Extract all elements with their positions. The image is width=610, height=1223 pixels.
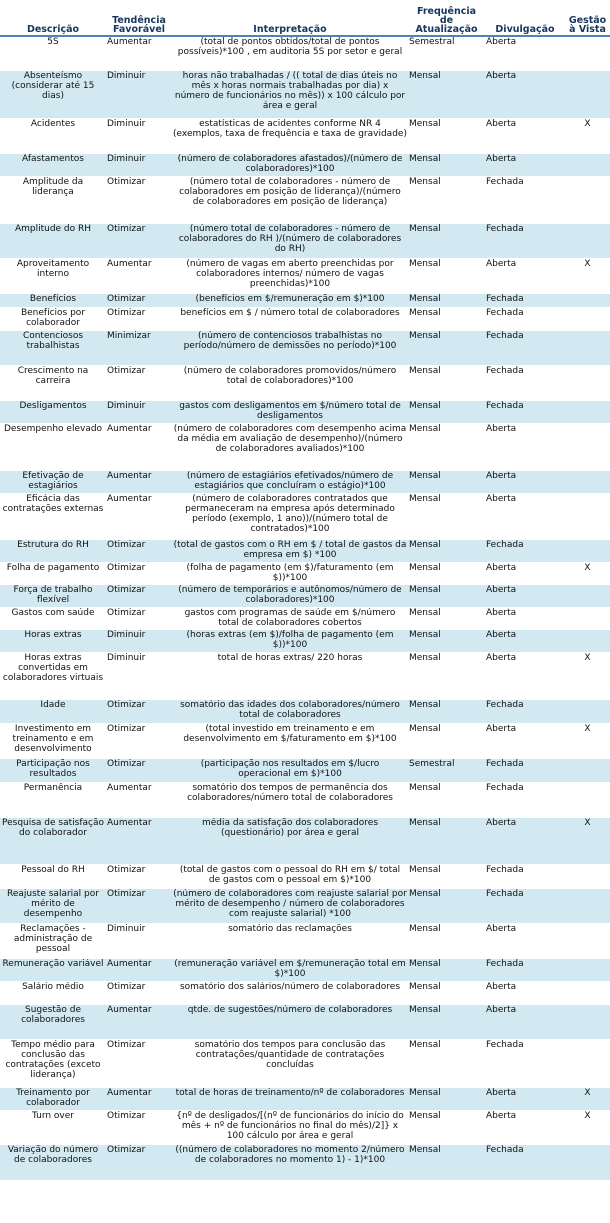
- trend-cell: Aumentar: [106, 493, 172, 539]
- disclosure-cell: Aberta: [485, 258, 565, 293]
- frequency-cell: Mensal: [408, 223, 485, 258]
- disclosure-cell: Fechada: [485, 223, 565, 258]
- trend-cell: Otimizar: [106, 758, 172, 782]
- disclosure-cell: Aberta: [485, 493, 565, 539]
- frequency-cell: Mensal: [408, 365, 485, 400]
- table-row: [0, 562, 610, 584]
- trend-cell: Otimizar: [106, 1144, 172, 1180]
- frequency-cell: Mensal: [408, 1144, 485, 1180]
- description-cell: Crescimento na carreira: [0, 365, 106, 400]
- table-row: [0, 118, 610, 153]
- trend-cell: Aumentar: [106, 423, 172, 470]
- frequency-cell: Mensal: [408, 584, 485, 607]
- interpretation-cell: (benefícios em $/remuneração em $)*100: [172, 293, 408, 307]
- disclosure-cell: Fechada: [485, 293, 565, 307]
- description-cell: Eficácia das contratações externas: [0, 493, 106, 539]
- disclosure-cell: Fechada: [485, 400, 565, 423]
- visual-management-cell: [565, 470, 610, 493]
- disclosure-cell: Aberta: [485, 723, 565, 758]
- description-cell: Variação do número de colaboradores: [0, 1144, 106, 1180]
- trend-cell: Diminuir: [106, 400, 172, 423]
- trend-cell: Aumentar: [106, 1004, 172, 1039]
- disclosure-cell: Aberta: [485, 607, 565, 629]
- disclosure-cell: Fechada: [485, 758, 565, 782]
- table-row: [0, 923, 610, 958]
- description-cell: Desempenho elevado: [0, 423, 106, 470]
- table-row: [0, 223, 610, 258]
- table-row: [0, 423, 610, 470]
- disclosure-cell: Fechada: [485, 330, 565, 365]
- visual-management-cell: [565, 782, 610, 817]
- disclosure-cell: Fechada: [485, 1039, 565, 1087]
- trend-cell: Diminuir: [106, 153, 172, 176]
- disclosure-cell: Aberta: [485, 70, 565, 118]
- interpretation-cell: (total investido em treinamento e em desenvolvimento em $/faturamento em $)*100: [172, 723, 408, 758]
- disclosure-cell: Fechada: [485, 307, 565, 330]
- trend-cell: Diminuir: [106, 70, 172, 118]
- disclosure-cell: Fechada: [485, 539, 565, 562]
- description-cell: Horas extras convertidas em colaboradores virtuais: [0, 652, 106, 699]
- disclosure-cell: Fechada: [485, 365, 565, 400]
- visual-management-cell: [565, 493, 610, 539]
- interpretation-cell: (número de colaboradores contratados que permaneceram na empresa após determinado período (exemplo, 1 ano))/(número total de contratados)*100: [172, 493, 408, 539]
- frequency-cell: Mensal: [408, 923, 485, 958]
- trend-cell: Otimizar: [106, 864, 172, 888]
- trend-cell: Aumentar: [106, 817, 172, 864]
- description-cell: Acidentes: [0, 118, 106, 153]
- interpretation-cell: (número de colaboradores promovidos/número total de colaboradores)*100: [172, 365, 408, 400]
- table-row: [0, 864, 610, 888]
- interpretation-cell: (número de vagas em aberto preenchidas por colaboradores internos/ número de vagas preenchidas)*100: [172, 258, 408, 293]
- frequency-cell: Mensal: [408, 423, 485, 470]
- interpretation-cell: ((número de colaboradores no momento 2/número de colaboradores no momento 1) - 1)*100: [172, 1144, 408, 1180]
- interpretation-cell: (participação nos resultados em $/lucro operacional em $)*100: [172, 758, 408, 782]
- visual-management-cell: [565, 1144, 610, 1180]
- trend-cell: Otimizar: [106, 607, 172, 629]
- header-tendencia: Tendência Favorável: [106, 0, 172, 36]
- visual-management-cell: [565, 539, 610, 562]
- table-row: [0, 723, 610, 758]
- frequency-cell: Semestral: [408, 758, 485, 782]
- frequency-cell: Mensal: [408, 652, 485, 699]
- interpretation-cell: somatório dos salários/número de colaboradores: [172, 981, 408, 1004]
- frequency-cell: Mensal: [408, 864, 485, 888]
- trend-cell: Otimizar: [106, 1039, 172, 1087]
- disclosure-cell: Aberta: [485, 118, 565, 153]
- interpretation-cell: gastos com desligamentos em $/número total de desligamentos: [172, 400, 408, 423]
- description-cell: Turn over: [0, 1110, 106, 1144]
- visual-management-cell: [565, 1039, 610, 1087]
- visual-management-cell: [565, 293, 610, 307]
- trend-cell: Diminuir: [106, 629, 172, 652]
- trend-cell: Otimizar: [106, 723, 172, 758]
- description-cell: Desligamentos: [0, 400, 106, 423]
- visual-management-cell: [565, 888, 610, 923]
- description-cell: Reclamações - administração de pessoal: [0, 923, 106, 958]
- disclosure-cell: Fechada: [485, 176, 565, 223]
- interpretation-cell: somatório dos tempos de permanência dos colaboradores/número total de colaboradores: [172, 782, 408, 817]
- description-cell: Idade: [0, 699, 106, 723]
- description-cell: Amplitude da liderança: [0, 176, 106, 223]
- table-row: [0, 36, 610, 70]
- frequency-cell: Mensal: [408, 258, 485, 293]
- interpretation-cell: total de horas de treinamento/nº de colaboradores: [172, 1087, 408, 1110]
- interpretation-cell: estatísticas de acidentes conforme NR 4 (exemplos, taxa de frequência e taxa de gravidade): [172, 118, 408, 153]
- table-row: [0, 981, 610, 1004]
- interpretation-cell: (número de temporários e autônomos/número de colaboradores)*100: [172, 584, 408, 607]
- table-row: [0, 584, 610, 607]
- visual-management-cell: [565, 70, 610, 118]
- interpretation-cell: somatório das idades dos colaboradores/número total de colaboradores: [172, 699, 408, 723]
- table-row: [0, 1110, 610, 1144]
- visual-management-cell: [565, 330, 610, 365]
- description-cell: Amplitude do RH: [0, 223, 106, 258]
- trend-cell: Otimizar: [106, 584, 172, 607]
- interpretation-cell: (número total de colaboradores - número de colaboradores do RH )/(número de colaboradores do RH): [172, 223, 408, 258]
- table-row: [0, 958, 610, 981]
- table-row: [0, 365, 610, 400]
- table-row: [0, 307, 610, 330]
- table-row: [0, 758, 610, 782]
- frequency-cell: Mensal: [408, 1004, 485, 1039]
- frequency-cell: Mensal: [408, 981, 485, 1004]
- frequency-cell: Mensal: [408, 493, 485, 539]
- description-cell: Reajuste salarial por mérito de desempenho: [0, 888, 106, 923]
- visual-management-cell: X: [565, 817, 610, 864]
- frequency-cell: Mensal: [408, 176, 485, 223]
- visual-management-cell: [565, 864, 610, 888]
- interpretation-cell: gastos com programas de saúde em $/número total de colaboradores cobertos: [172, 607, 408, 629]
- interpretation-cell: (total de pontos obtidos/total de pontos possíveis)*100 , em auditoria 5S por setor e geral: [172, 36, 408, 70]
- trend-cell: Otimizar: [106, 307, 172, 330]
- interpretation-cell: (total de gastos com o RH em $ / total de gastos da empresa em $) *100: [172, 539, 408, 562]
- visual-management-cell: [565, 629, 610, 652]
- interpretation-cell: qtde. de sugestões/número de colaboradores: [172, 1004, 408, 1039]
- disclosure-cell: Fechada: [485, 1144, 565, 1180]
- visual-management-cell: [565, 176, 610, 223]
- visual-management-cell: [565, 400, 610, 423]
- disclosure-cell: Aberta: [485, 1110, 565, 1144]
- interpretation-cell: (horas extras (em $)/folha de pagamento (em $))*100: [172, 629, 408, 652]
- visual-management-cell: X: [565, 652, 610, 699]
- trend-cell: Otimizar: [106, 539, 172, 562]
- visual-management-cell: [565, 981, 610, 1004]
- description-cell: Aproveitamento interno: [0, 258, 106, 293]
- description-cell: Folha de pagamento: [0, 562, 106, 584]
- description-cell: Salário médio: [0, 981, 106, 1004]
- interpretation-cell: somatório dos tempos para conclusão das contratações/quantidade de contratações concluídas: [172, 1039, 408, 1087]
- frequency-cell: Mensal: [408, 607, 485, 629]
- disclosure-cell: Aberta: [485, 584, 565, 607]
- disclosure-cell: Fechada: [485, 699, 565, 723]
- frequency-cell: Mensal: [408, 70, 485, 118]
- frequency-cell: Mensal: [408, 1039, 485, 1087]
- visual-management-cell: X: [565, 562, 610, 584]
- frequency-cell: Mensal: [408, 330, 485, 365]
- interpretation-cell: (número de colaboradores com desempenho acima da média em avaliação de desempenho)/(número de colaboradores avaliados)*100: [172, 423, 408, 470]
- trend-cell: Otimizar: [106, 981, 172, 1004]
- disclosure-cell: Aberta: [485, 1004, 565, 1039]
- description-cell: 5S: [0, 36, 106, 70]
- trend-cell: Aumentar: [106, 470, 172, 493]
- table-row: [0, 400, 610, 423]
- description-cell: Participação nos resultados: [0, 758, 106, 782]
- frequency-cell: Mensal: [408, 400, 485, 423]
- visual-management-cell: [565, 1004, 610, 1039]
- trend-cell: Aumentar: [106, 958, 172, 981]
- disclosure-cell: Fechada: [485, 864, 565, 888]
- visual-management-cell: [565, 36, 610, 70]
- table-row: [0, 652, 610, 699]
- table-row: [0, 1087, 610, 1110]
- frequency-cell: Semestral: [408, 36, 485, 70]
- description-cell: Permanência: [0, 782, 106, 817]
- table-body: [0, 36, 610, 1180]
- frequency-cell: Mensal: [408, 699, 485, 723]
- trend-cell: Diminuir: [106, 652, 172, 699]
- visual-management-cell: [565, 584, 610, 607]
- disclosure-cell: Aberta: [485, 817, 565, 864]
- trend-cell: Diminuir: [106, 923, 172, 958]
- trend-cell: Aumentar: [106, 258, 172, 293]
- frequency-cell: Mensal: [408, 817, 485, 864]
- visual-management-cell: X: [565, 1110, 610, 1144]
- trend-cell: Otimizar: [106, 699, 172, 723]
- interpretation-cell: (número de colaboradores afastados)/(número de colaboradores)*100: [172, 153, 408, 176]
- interpretation-cell: (remuneração variável em $/remuneração total em $)*100: [172, 958, 408, 981]
- header-interpretacao: Interpretação: [172, 0, 408, 36]
- visual-management-cell: [565, 223, 610, 258]
- interpretation-cell: (número de estagiários efetivados/número de estagiários que concluíram o estágio)*100: [172, 470, 408, 493]
- disclosure-cell: Aberta: [485, 562, 565, 584]
- visual-management-cell: X: [565, 118, 610, 153]
- visual-management-cell: [565, 153, 610, 176]
- trend-cell: Otimizar: [106, 223, 172, 258]
- description-cell: Efetivação de estagiários: [0, 470, 106, 493]
- visual-management-cell: [565, 365, 610, 400]
- visual-management-cell: [565, 607, 610, 629]
- trend-cell: Otimizar: [106, 365, 172, 400]
- visual-management-cell: X: [565, 723, 610, 758]
- frequency-cell: Mensal: [408, 782, 485, 817]
- table-row: [0, 782, 610, 817]
- description-cell: Absenteísmo (considerar até 15 dias): [0, 70, 106, 118]
- frequency-cell: Mensal: [408, 1110, 485, 1144]
- table-row: [0, 293, 610, 307]
- interpretation-cell: {nº de desligados/[(nº de funcionários do início do mês + nº de funcionários no final do mês)/2]} x 100 cálculo por área e geral: [172, 1110, 408, 1144]
- interpretation-cell: benefícios em $ / número total de colaboradores: [172, 307, 408, 330]
- description-cell: Tempo médio para conclusão das contratações (exceto liderança): [0, 1039, 106, 1087]
- description-cell: Remuneração variável: [0, 958, 106, 981]
- frequency-cell: Mensal: [408, 539, 485, 562]
- interpretation-cell: média da satisfação dos colaboradores (questionário) por área e geral: [172, 817, 408, 864]
- description-cell: Horas extras: [0, 629, 106, 652]
- trend-cell: Aumentar: [106, 36, 172, 70]
- table-row: [0, 888, 610, 923]
- disclosure-cell: Aberta: [485, 1087, 565, 1110]
- table-row: [0, 470, 610, 493]
- trend-cell: Otimizar: [106, 888, 172, 923]
- disclosure-cell: Aberta: [485, 423, 565, 470]
- description-cell: Pessoal do RH: [0, 864, 106, 888]
- frequency-cell: Mensal: [408, 118, 485, 153]
- interpretation-cell: (total de gastos com o pessoal do RH em $/ total de gastos com o pessoal em $)*100: [172, 864, 408, 888]
- interpretation-cell: (número total de colaboradores - número de colaboradores em posição de liderança)/(número de colaboradores em posição de liderança): [172, 176, 408, 223]
- description-cell: Treinamento por colaborador: [0, 1087, 106, 1110]
- header-descricao: Descrição: [0, 0, 106, 36]
- table-row: [0, 817, 610, 864]
- interpretation-cell: somatório das reclamações: [172, 923, 408, 958]
- table-row: [0, 1144, 610, 1180]
- frequency-cell: Mensal: [408, 470, 485, 493]
- description-cell: Benefícios: [0, 293, 106, 307]
- table-row: [0, 493, 610, 539]
- frequency-cell: Mensal: [408, 723, 485, 758]
- trend-cell: Diminuir: [106, 118, 172, 153]
- disclosure-cell: Aberta: [485, 652, 565, 699]
- trend-cell: Aumentar: [106, 1087, 172, 1110]
- description-cell: Estrutura do RH: [0, 539, 106, 562]
- header-divulgacao: Divulgação: [485, 0, 565, 36]
- header-gestao-a-vista: Gestão à Vista: [565, 0, 610, 36]
- interpretation-cell: (folha de pagamento (em $)/faturamento (em $))*100: [172, 562, 408, 584]
- description-cell: Sugestão de colaboradores: [0, 1004, 106, 1039]
- trend-cell: Otimizar: [106, 293, 172, 307]
- disclosure-cell: Aberta: [485, 470, 565, 493]
- interpretation-cell: (número de contenciosos trabalhistas no período/número de demissões no período)*100: [172, 330, 408, 365]
- frequency-cell: Mensal: [408, 958, 485, 981]
- table-row: [0, 539, 610, 562]
- disclosure-cell: Aberta: [485, 36, 565, 70]
- description-cell: Gastos com saúde: [0, 607, 106, 629]
- table-row: [0, 176, 610, 223]
- visual-management-cell: X: [565, 1087, 610, 1110]
- table-row: [0, 258, 610, 293]
- visual-management-cell: [565, 923, 610, 958]
- frequency-cell: Mensal: [408, 888, 485, 923]
- table-row: [0, 1004, 610, 1039]
- description-cell: Afastamentos: [0, 153, 106, 176]
- visual-management-cell: [565, 958, 610, 981]
- visual-management-cell: [565, 758, 610, 782]
- trend-cell: Aumentar: [106, 782, 172, 817]
- description-cell: Força de trabalho flexível: [0, 584, 106, 607]
- interpretation-cell: total de horas extras/ 220 horas: [172, 652, 408, 699]
- trend-cell: Otimizar: [106, 1110, 172, 1144]
- visual-management-cell: X: [565, 258, 610, 293]
- trend-cell: Otimizar: [106, 176, 172, 223]
- table-row: [0, 330, 610, 365]
- description-cell: Benefícios por colaborador: [0, 307, 106, 330]
- disclosure-cell: Aberta: [485, 153, 565, 176]
- table-row: [0, 629, 610, 652]
- frequency-cell: Mensal: [408, 307, 485, 330]
- frequency-cell: Mensal: [408, 629, 485, 652]
- description-cell: Contenciosos trabalhistas: [0, 330, 106, 365]
- table-row: [0, 699, 610, 723]
- description-cell: Pesquisa de satisfação do colaborador: [0, 817, 106, 864]
- trend-cell: Minimizar: [106, 330, 172, 365]
- description-cell: Investimento em treinamento e em desenvolvimento: [0, 723, 106, 758]
- disclosure-cell: Aberta: [485, 923, 565, 958]
- disclosure-cell: Fechada: [485, 958, 565, 981]
- frequency-cell: Mensal: [408, 1087, 485, 1110]
- interpretation-cell: (número de colaboradores com reajuste salarial por mérito de desempenho / número de colaboradores com reajuste salarial) *100: [172, 888, 408, 923]
- table-header-row: [0, 0, 610, 36]
- table-row: [0, 1039, 610, 1087]
- table-row: [0, 607, 610, 629]
- visual-management-cell: [565, 307, 610, 330]
- frequency-cell: Mensal: [408, 293, 485, 307]
- header-frequencia: Frequência de Atualização: [408, 0, 485, 36]
- table-row: [0, 70, 610, 118]
- disclosure-cell: Aberta: [485, 629, 565, 652]
- trend-cell: Otimizar: [106, 562, 172, 584]
- disclosure-cell: Fechada: [485, 782, 565, 817]
- frequency-cell: Mensal: [408, 562, 485, 584]
- visual-management-cell: [565, 423, 610, 470]
- frequency-cell: Mensal: [408, 153, 485, 176]
- disclosure-cell: Fechada: [485, 888, 565, 923]
- visual-management-cell: [565, 699, 610, 723]
- table-row: [0, 153, 610, 176]
- disclosure-cell: Aberta: [485, 981, 565, 1004]
- interpretation-cell: horas não trabalhadas / (( total de dias úteis no mês x horas normais trabalhadas por dia) x número de funcionários no mês)) x 100 cálculo por área e geral: [172, 70, 408, 118]
